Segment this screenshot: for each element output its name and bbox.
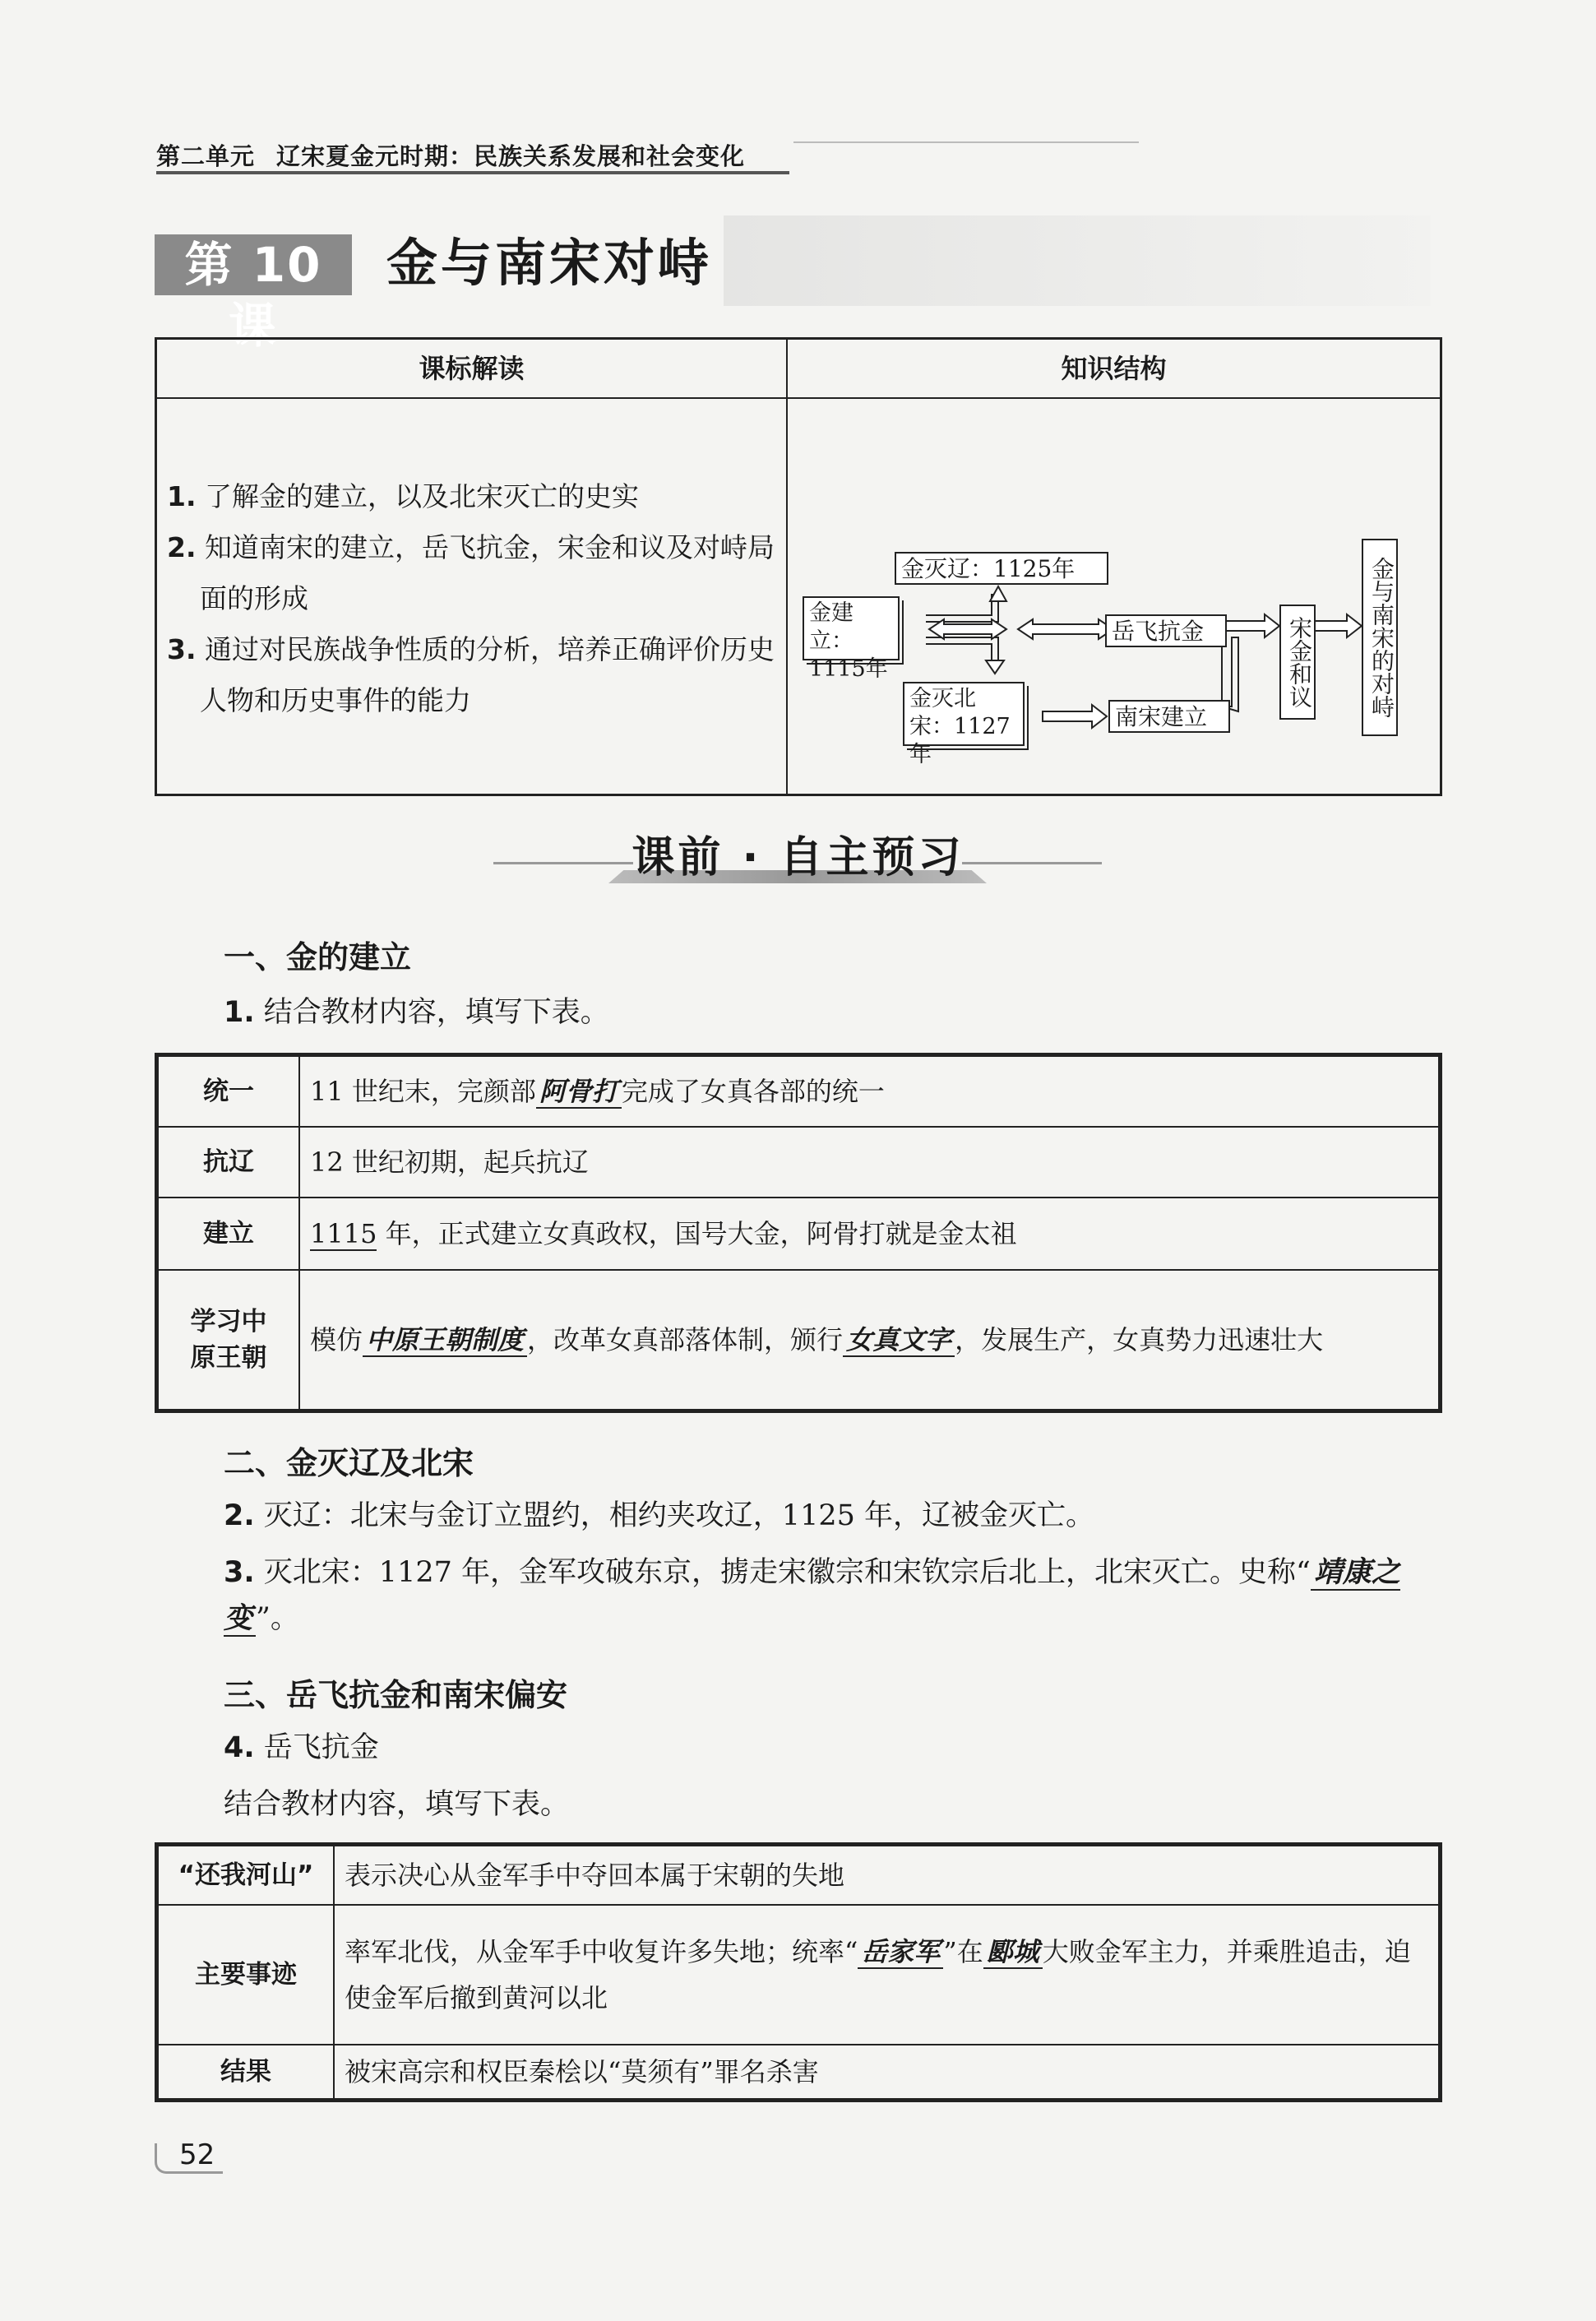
jin-founding-table [155,1053,1442,1413]
section-title: 课前 · 自主预习 [631,833,965,883]
answer-filled: 岳家军 [858,1936,943,1969]
diagram-southern-song: 南宋建立 [1108,700,1230,733]
part2-question-3: 3. 灭北宋：1127 年，金军攻破东京，掳走宋徽宗和宋钦宗后北上，北宋灭亡。史称“ 靖康之变 ”。 [224,1555,1400,1635]
part3-instruction: 结合教材内容，填写下表。 [224,1788,570,1821]
objectives-header: 课标解读 [419,353,525,384]
row-label: “还我河山” [158,1846,334,1905]
answer-filled: 中原王朝制度 [363,1324,527,1357]
row-value: 被宋高宗和权臣秦桧以“莫须有”罪名杀害 [334,2045,1439,2099]
row-label: 抗辽 [158,1127,299,1198]
overview-table [155,337,1442,796]
unit-header [156,138,745,172]
table-row [158,1270,1439,1410]
table-row [158,2045,1439,2099]
answer-filled: 女真文字 [843,1324,955,1357]
diagram-jin-destroys-song: 金灭北宋：1127年 [903,682,1025,746]
row-label: 统一 [158,1056,299,1127]
diagram-jin-founded: 金建立：1115年 [803,596,900,660]
diagram-peace: 宋金和议 [1279,605,1316,720]
row-value: 11 世纪末，完颜部 阿骨打 完成了女真各部的统一 [299,1056,1439,1127]
header-rule [156,171,789,174]
row-label: 主要事迹 [158,1905,334,2045]
part3-heading: 三、岳飞抗金和南宋偏安 [224,1677,568,1713]
part1-heading: 一、金的建立 [224,939,412,975]
objective-item: 2. 知道南宋的建立，岳飞抗金，宋金和议及对峙局面的形成 [167,531,775,614]
answer-filled: 郾城 [983,1936,1043,1969]
part1-question: 1. 结合教材内容，填写下表。 [224,996,609,1029]
header-tail-rule [793,141,1139,143]
diagram-yuefei: 岳飞抗金 [1105,614,1227,647]
row-label: 学习中原王朝 [158,1270,299,1410]
part3-question-4: 4. 岳飞抗金 [224,1731,379,1764]
table-row [158,1846,1439,1905]
diagram-jin-destroys-liao: 金灭辽：1125年 [895,552,1108,585]
yuefei-table [155,1842,1442,2102]
objective-item: 1. 了解金的建立，以及北宋灭亡的史实 [167,480,639,512]
answer-filled: 阿骨打 [536,1076,622,1109]
lesson-title: 金与南宋对峙 [386,233,713,293]
row-label: 建立 [158,1198,299,1270]
row-value: 表示决心从金军手中夺回本属于宋朝的失地 [334,1846,1439,1905]
row-value: 1115 年，正式建立女真政权，国号大金，阿骨打就是金太祖 [299,1198,1439,1270]
objectives-list [167,471,775,726]
part2-heading: 二、金灭辽及北宋 [224,1445,474,1481]
table-row [158,1198,1439,1270]
diagram-confrontation: 金与南宋的对峙 [1362,539,1398,736]
page-number: 52 [179,2138,215,2171]
answer-filled: 1115 [310,1218,377,1249]
unit-label: 第二单元 [156,142,256,170]
title-background-shade [724,215,1431,306]
structure-header: 知识结构 [1061,353,1167,384]
part2-question-2: 2. 灭辽：北宋与金订立盟约，相约夹攻辽，1125 年，辽被金灭亡。 [224,1499,1094,1532]
table-row [158,1905,1439,2045]
knowledge-diagram [788,399,1440,794]
row-label: 结果 [158,2045,334,2099]
lesson-badge: 第 10 课 [155,234,352,295]
table-row [158,1056,1439,1127]
row-value: 模仿 中原王朝制度 ，改革女真部落体制，颁行 女真文字 ，发展生产，女真势力迅速壮大 [299,1270,1439,1410]
table-row [158,1127,1439,1198]
row-value: 率军北伐，从金军手中收复许多失地；统率“ 岳家军 ”在 郾城 大败金军主力，并乘胜追击，迫使金军后撤到黄河以北 [334,1905,1439,2045]
unit-title: 辽宋夏金元时期：民族关系发展和社会变化 [276,142,746,170]
row-value: 12 世纪初期，起兵抗辽 [299,1127,1439,1198]
objective-item: 3. 通过对民族战争性质的分析，培养正确评价历史人物和历史事件的能力 [167,633,775,716]
answer-filled: 靖康之变 [224,1555,1400,1635]
